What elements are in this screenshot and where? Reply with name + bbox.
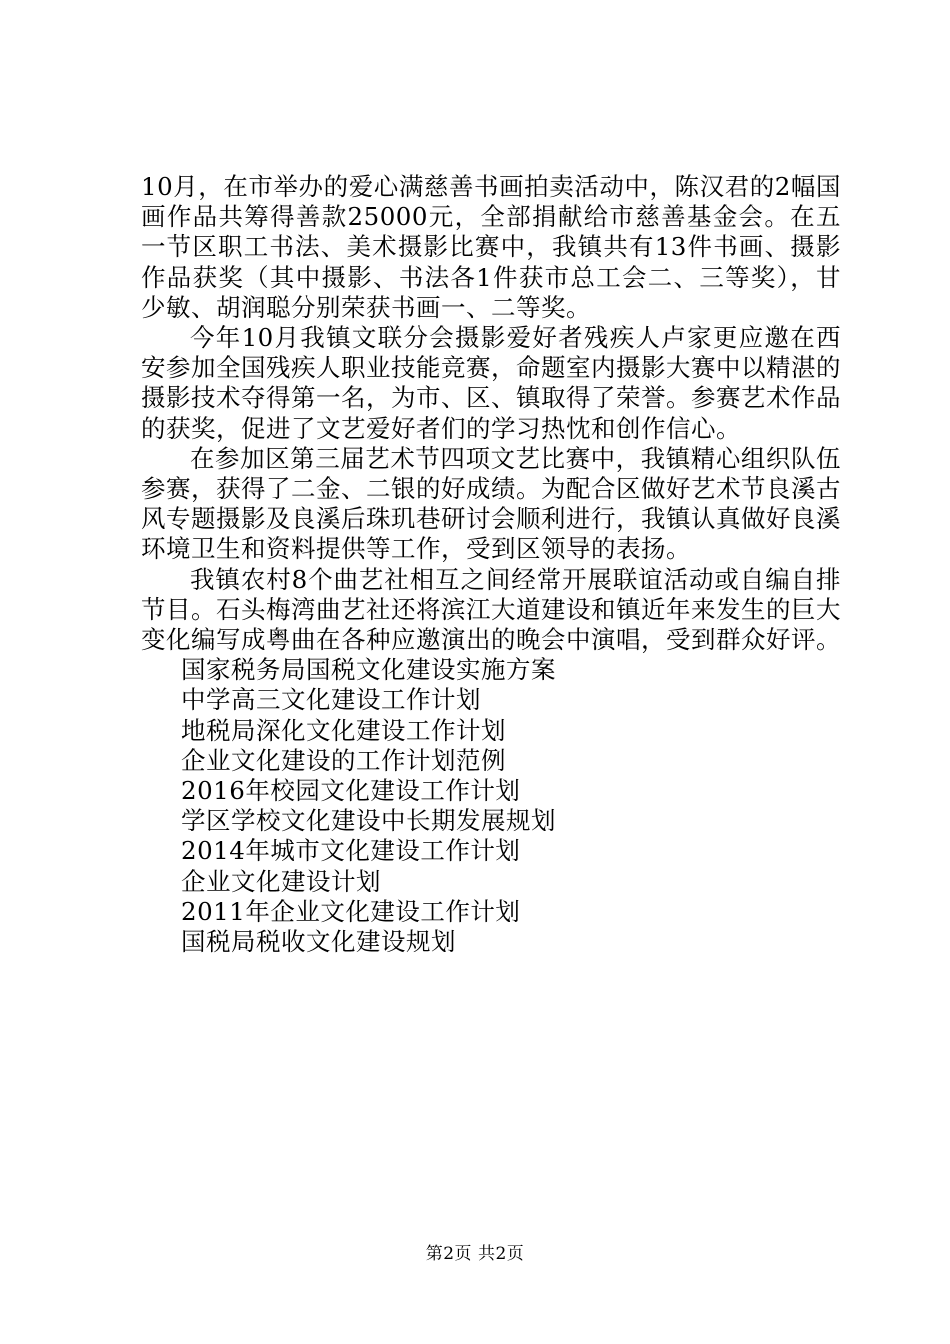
paragraph-art-festival: 在参加区第三届艺术节四项文艺比赛中，我镇精心组织队伍参赛，获得了二金、二银的好成绩。为配合区做好艺术节良溪古风专题摄影及良溪后珠玑巷研讨会顺利进行，我镇认真做好良溪环境卫生和资料提供等工作，受到区领导的表扬。: [141, 443, 841, 564]
paragraph-opera-clubs: 我镇农村8个曲艺社相互之间经常开展联谊活动或自编自排节目。石头梅湾曲艺社还将滨江大道建设和镇近年来发生的巨大变化编写成粤曲在各种应邀演出的晚会中演唱，受到群众好评。: [141, 564, 841, 655]
related-link[interactable]: 中学高三文化建设工作计划: [181, 685, 481, 715]
related-link[interactable]: 2014年城市文化建设工作计划: [181, 836, 521, 866]
related-link[interactable]: 2011年企业文化建设工作计划: [181, 896, 521, 926]
related-link[interactable]: 企业文化建设计划: [181, 866, 381, 896]
related-link[interactable]: 地税局深化文化建设工作计划: [181, 715, 506, 745]
paragraph-photography-award: 今年10月我镇文联分会摄影爱好者残疾人卢家更应邀在西安参加全国残疾人职业技能竞赛，命题室内摄影大赛中以精湛的摄影技术夺得第一名，为市、区、镇取得了荣誉。参赛艺术作品的获奖，促进了文艺爱好者们的学习热忱和创作信心。: [141, 323, 841, 443]
paragraph-continued: 10月，在市举办的爱心满慈善书画拍卖活动中，陈汉君的2幅国画作品共筹得善款25000元，全部捐献给市慈善基金会。在五一节区职工书法、美术摄影比赛中，我镇共有13件书画、摄影作品获奖（其中摄影、书法各1件获市总工会二、三等奖），甘少敏、胡润聪分别荣获书画一、二等奖。: [141, 172, 841, 322]
related-link[interactable]: 国家税务局国税文化建设实施方案: [181, 655, 556, 685]
related-link[interactable]: 学区学校文化建设中长期发展规划: [181, 806, 556, 836]
related-link[interactable]: 企业文化建设的工作计划范例: [181, 745, 506, 775]
document-body: [141, 172, 841, 957]
related-link[interactable]: 国税局税收文化建设规划: [181, 927, 456, 957]
related-link[interactable]: 2016年校园文化建设工作计划: [181, 776, 521, 806]
related-documents-list: [141, 655, 841, 957]
page-number-footer: 第2页 共2页: [425, 1244, 525, 1264]
